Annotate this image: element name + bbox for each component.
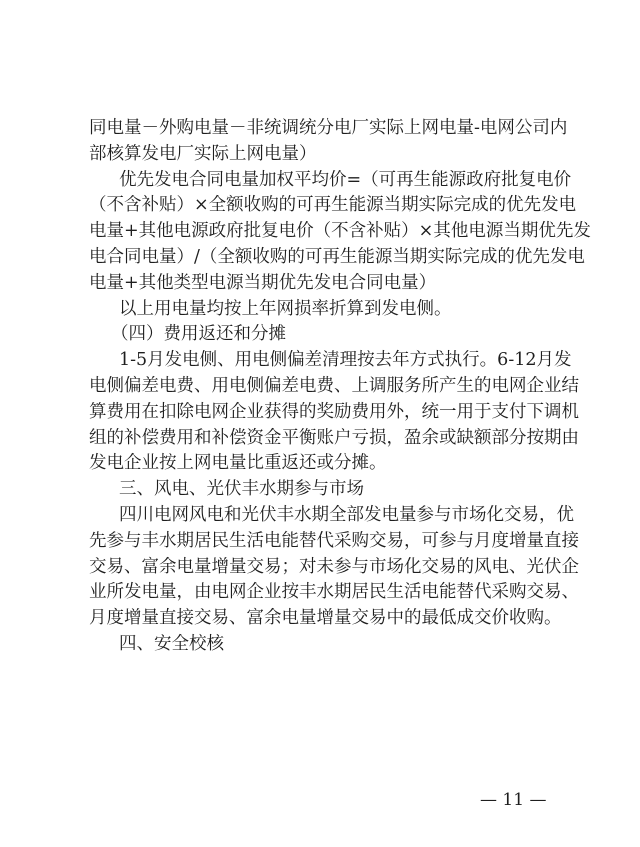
paragraph-line: 四川电网风电和光伏丰水期全部发电量参与市场化交易，优 <box>119 504 574 525</box>
paragraph-line: 发电企业按上网电量比重返还或分摊。 <box>89 453 387 474</box>
paragraph-line: 优先发电合同电量加权平均价=（可再生能源政府批复电价 <box>119 169 572 190</box>
paragraph-line: （不含补贴）×全额收购的可再生能源当期实际完成的优先发电 <box>89 195 577 216</box>
paragraph-line: 算费用在扣除电网企业获得的奖励费用外，统一用于支付下调机 <box>89 401 579 422</box>
page-number: — 11 — <box>480 790 547 810</box>
paragraph-line: 电量+其他电源政府批复电价（不含补贴）×其他电源当期优先发 <box>89 221 591 242</box>
paragraph-line: 交易、富余电量增量交易；对未参与市场化交易的风电、光伏企 <box>89 556 579 577</box>
paragraph-line: 业所发电量，由电网企业按丰水期居民生活电能替代采购交易、 <box>89 582 579 603</box>
section-subheading: （四）费用返还和分摊 <box>111 324 286 345</box>
section-heading: 四、安全校核 <box>119 633 224 654</box>
paragraph-line: 电量+其他类型电源当期优先发电合同电量） <box>89 272 437 293</box>
paragraph-line: 电侧偏差电费、用电侧偏差电费、上调服务所产生的电网企业结 <box>89 375 579 396</box>
paragraph-line: 同电量－外购电量－非统调统分电厂实际上网电量-电网公司内 <box>89 118 568 138</box>
paragraph-line: 以上用电量均按上年网损率折算到发电侧。 <box>119 298 452 319</box>
paragraph-line: 1-5月发电侧、用电侧偏差清理按去年方式执行。6-12月发 <box>119 350 572 371</box>
paragraph-line: 先参与丰水期居民生活电能替代采购交易，可参与月度增量直接 <box>89 530 579 551</box>
paragraph-line: 月度增量直接交易、富余电量增量交易中的最低成交价收购。 <box>89 608 562 629</box>
section-heading: 三、风电、光伏丰水期参与市场 <box>119 479 364 500</box>
paragraph-line: 电合同电量）/（全额收购的可再生能源当期实际完成的优先发电 <box>89 246 585 267</box>
paragraph-line: 部核算发电厂实际上网电量） <box>89 143 317 164</box>
document-body <box>89 116 591 658</box>
paragraph-line: 组的补偿费用和补偿资金平衡账户亏损，盈余或缺额部分按期由 <box>89 427 579 448</box>
